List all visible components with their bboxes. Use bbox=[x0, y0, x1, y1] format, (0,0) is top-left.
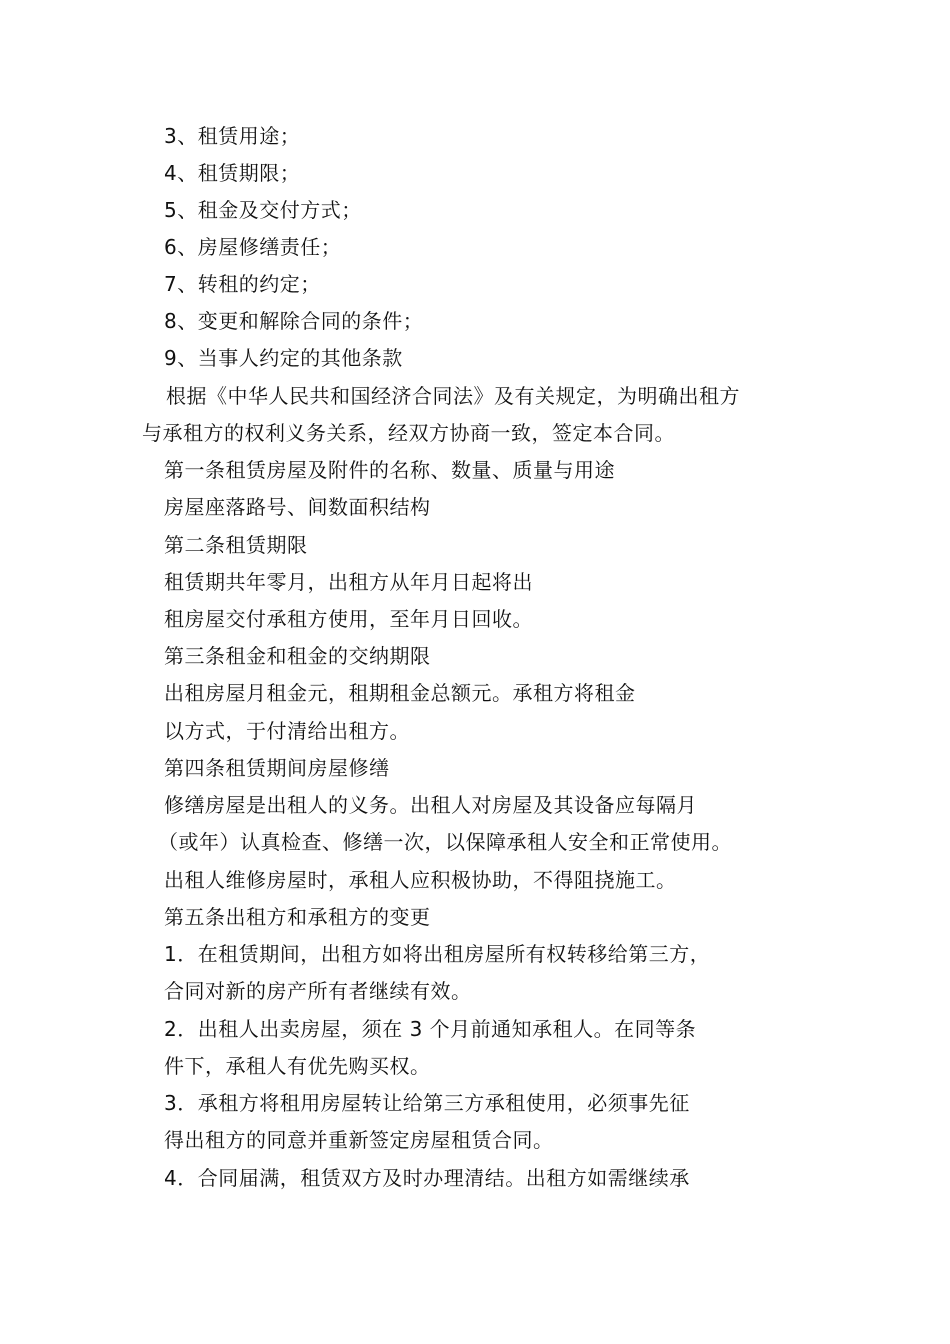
article-5-heading: 第五条出租方和承租方的变更 bbox=[164, 905, 431, 929]
article-5-clause-3-line-1: 3．承租方将租用房屋转让给第三方承租使用，必须事先征 bbox=[164, 1091, 690, 1115]
article-4-heading: 第四条租赁期间房屋修缮 bbox=[164, 756, 390, 780]
preamble-line-2: 与承租方的权利义务关系，经双方协商一致，签定本合同。 bbox=[142, 421, 675, 445]
preamble-line-1: 根据《中华人民共和国经济合同法》及有关规定，为明确出租方 bbox=[166, 384, 740, 408]
article-5-clause-2-line-2: 件下，承租人有优先购买权。 bbox=[164, 1054, 431, 1078]
article-4-body-3: 出租人维修房屋时，承租人应积极协助，不得阻挠施工。 bbox=[164, 868, 677, 892]
article-1-body: 房屋座落路号、间数面积结构 bbox=[164, 495, 431, 519]
list-item-repair-duty: 6、房屋修缮责任； bbox=[164, 235, 342, 259]
list-item-sublease: 7、转租的约定； bbox=[164, 272, 321, 296]
list-item-other-terms: 9、当事人约定的其他条款 bbox=[164, 346, 403, 370]
article-5-clause-2-line-1: 2．出租人出卖房屋，须在 3 个月前通知承租人。在同等条 bbox=[164, 1017, 697, 1041]
list-item-purpose: 3、租赁用途； bbox=[164, 124, 301, 148]
list-item-termination: 8、变更和解除合同的条件； bbox=[164, 309, 424, 333]
article-2-body-1: 租赁期共年零月，出租方从年月日起将出 bbox=[164, 570, 533, 594]
article-3-body-2: 以方式，于付清给出租方。 bbox=[164, 719, 410, 743]
article-5-clause-4-line-1: 4．合同届满，租赁双方及时办理清结。出租方如需继续承 bbox=[164, 1166, 690, 1190]
article-5-clause-3-line-2: 得出租方的同意并重新签定房屋租赁合同。 bbox=[164, 1128, 554, 1152]
article-5-clause-1-line-2: 合同对新的房产所有者继续有效。 bbox=[164, 979, 472, 1003]
list-item-rent-payment: 5、租金及交付方式； bbox=[164, 198, 362, 222]
article-3-body-1: 出租房屋月租金元，租期租金总额元。承租方将租金 bbox=[164, 681, 636, 705]
article-2-body-2: 租房屋交付承租方使用，至年月日回收。 bbox=[164, 607, 533, 631]
article-5-clause-1-line-1: 1．在租赁期间，出租方如将出租房屋所有权转移给第三方， bbox=[164, 942, 711, 966]
article-2-heading: 第二条租赁期限 bbox=[164, 533, 308, 557]
article-4-body-2: （或年）认真检查、修缮一次，以保障承租人安全和正常使用。 bbox=[158, 830, 732, 854]
article-1-heading: 第一条租赁房屋及附件的名称、数量、质量与用途 bbox=[164, 458, 615, 482]
article-3-heading: 第三条租金和租金的交纳期限 bbox=[164, 644, 431, 668]
article-4-body-1: 修缮房屋是出租人的义务。出租人对房屋及其设备应每隔月 bbox=[164, 793, 697, 817]
list-item-term: 4、租赁期限； bbox=[164, 161, 301, 185]
